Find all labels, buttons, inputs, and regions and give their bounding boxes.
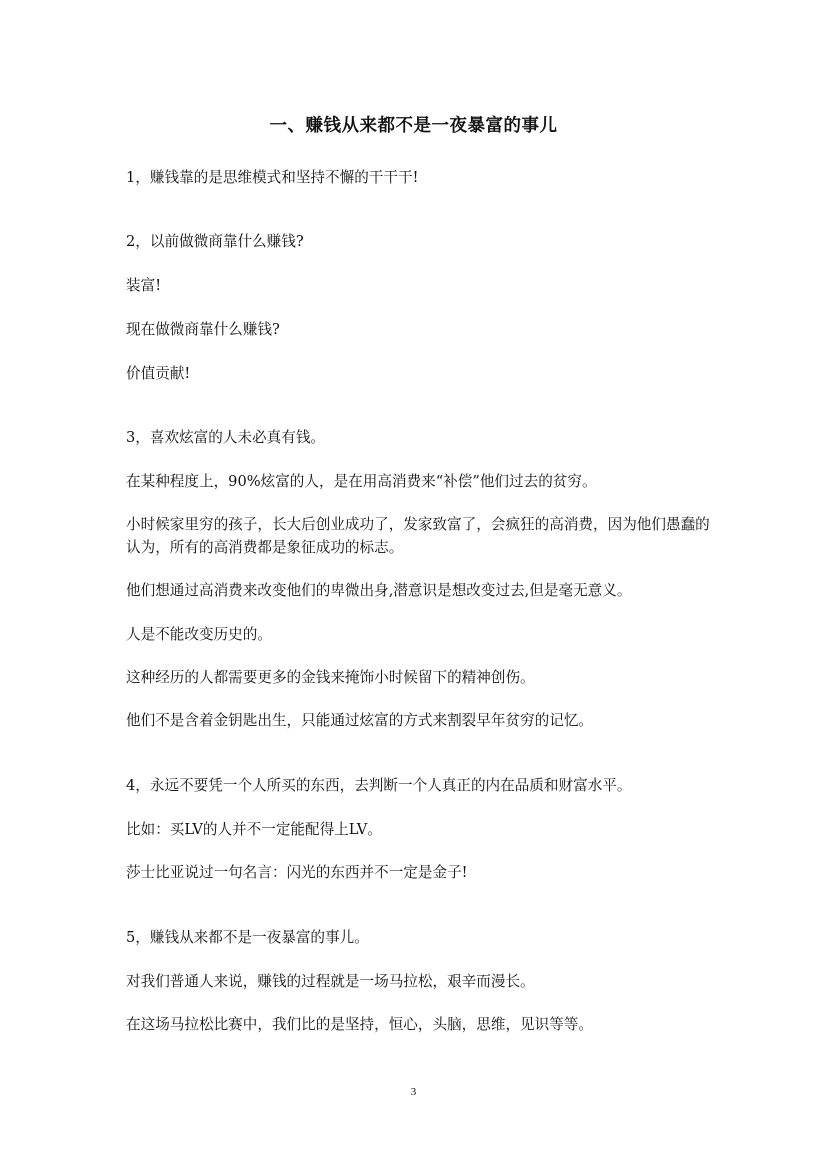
- paragraph-history: 人是不能改变历史的。: [126, 626, 272, 643]
- paragraph-point-5: 5，赚钱从来都不是一夜暴富的事儿。: [126, 929, 369, 946]
- paragraph-answer-before: 装富!: [126, 277, 162, 294]
- paragraph-compensation: 在某种程度上，90%炫富的人，是在用高消费来“补偿”他们过去的贫穷。: [126, 473, 597, 490]
- paragraph-golden-spoon: 他们不是含着金钥匙出生，只能通过炫富的方式来割裂早年贫穷的记忆。: [126, 712, 594, 729]
- paragraph-lv-example: 比如：买LV的人并不一定能配得上LV。: [126, 821, 382, 838]
- paragraph-childhood: 小时候家里穷的孩子，长大后创业成功了，发家致富了，会疯狂的高消费，因为他们愚蠢的认为，所有的高消费都是象征成功的标志。: [126, 516, 710, 556]
- paragraph-point-3: 3，喜欢炫富的人未必真有钱。: [126, 429, 326, 446]
- paragraph-question-now: 现在做微商靠什么赚钱?: [126, 321, 280, 338]
- paragraph-shakespeare: 莎士比亚说过一句名言：闪光的东西并不一定是金子!: [126, 864, 468, 881]
- paragraph-change-origin: 他们想通过高消费来改变他们的卑微出身,潜意识是想改变过去,但是毫无意义。: [126, 582, 632, 599]
- paragraph-trauma: 这种经历的人都需要更多的金钱来掩饰小时候留下的精神创伤。: [126, 669, 535, 686]
- paragraph-point-2: 2，以前做微商靠什么赚钱?: [126, 233, 304, 250]
- paragraph-answer-now: 价值贡献!: [126, 365, 191, 382]
- section-title: 一、赚钱从来都不是一夜暴富的事儿: [269, 116, 558, 136]
- paragraph-point-4: 4，永远不要凭一个人所买的东西，去判断一个人真正的内在品质和财富水平。: [126, 777, 632, 794]
- page-number: 3: [410, 1086, 417, 1098]
- paragraph-point-1: 1，赚钱靠的是思维模式和坚持不懈的干干干!: [126, 169, 419, 186]
- paragraph-persistence: 在这场马拉松比赛中，我们比的是坚持，恒心，头脑，思维，见识等等。: [126, 1016, 594, 1033]
- paragraph-marathon: 对我们普通人来说，赚钱的过程就是一场马拉松，艰辛而漫长。: [126, 973, 535, 990]
